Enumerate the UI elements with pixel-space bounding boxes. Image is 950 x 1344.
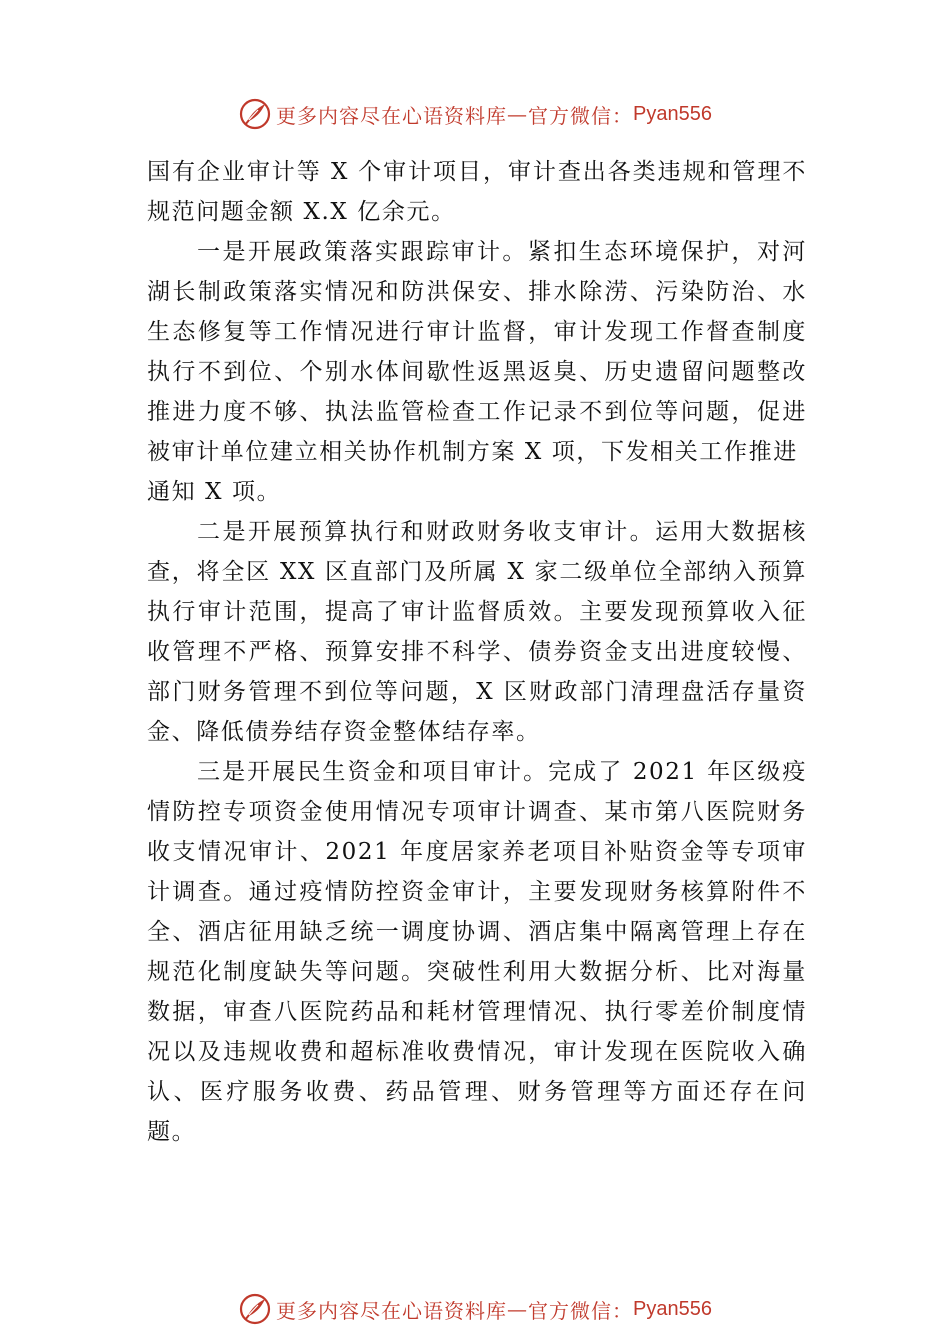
paragraph-budget-audit: 二是开展预算执行和财政财务收支审计。运用大数据核查，将全区 XX 区直部门及所属 X 家二级单位全部纳入预算执行审计范围，提高了审计监督质效。主要发现预算收入征收管理不严格、预算安排不科学、债券资金支出进度较慢、部门财务管理不到位等问题，X 区财政部门清理盘活存量资金、降低债券结存资金整体结存率。	[147, 519, 807, 745]
footer-wechat-id: Pyan556	[633, 1297, 712, 1320]
footer-separator: —	[507, 1297, 529, 1321]
header-banner	[0, 94, 950, 134]
paragraph-policy-audit: 一是开展政策落实跟踪审计。紧扣生态环境保护，对河湖长制政策落实情况和防洪保安、排水除涝、污染防治、水生态修复等工作情况进行审计监督，审计发现工作督查制度执行不到位、个别水体间歇性返黑返臭、历史遗留问题整改推进力度不够、执法监管检查工作记录不到位等问题，促进被审计单位建立相关协作机制方案 X 项，下发相关工作推进	[147, 239, 807, 465]
quill-pen-logo-icon	[238, 1292, 272, 1326]
paragraph-continuation: 国有企业审计等 X 个审计项目，审计查出各类违规和管理不规范问题金额 X.X 亿余元。	[147, 159, 807, 225]
document-body	[147, 152, 807, 1152]
header-wechat-label: 官方微信：	[528, 103, 634, 128]
footer-banner	[0, 1289, 950, 1329]
footer-wechat-label: 官方微信：	[528, 1298, 634, 1323]
header-site-text: 更多内容尽在心语资料库	[276, 103, 508, 128]
paragraph-policy-audit-tail: 通知 X 项。	[147, 479, 282, 505]
header-separator: —	[507, 102, 529, 126]
quill-pen-logo-icon	[238, 97, 272, 131]
footer-site-text: 更多内容尽在心语资料库	[276, 1298, 508, 1323]
header-wechat-id: Pyan556	[633, 102, 712, 125]
paragraph-livelihood-audit: 三是开展民生资金和项目审计。完成了 2021 年区级疫情防控专项资金使用情况专项审计调查、某市第八医院财务收支情况审计、2021 年度居家养老项目补贴资金等专项审计调查。通过疫情防控资金审计，主要发现财务核算附件不全、酒店征用缺乏统一调度协调、酒店集中隔离管理上存在规范化制度缺失等问题。突破性利用大数据分析、比对海量数据，审查八医院药品和耗材管理情况、执行零差价制度情况以及违规收费和超标准收费情况，审计发现在医院收入确认、医疗服务收费、药品管理、财务管理等方面还存在问题。	[147, 759, 807, 1145]
